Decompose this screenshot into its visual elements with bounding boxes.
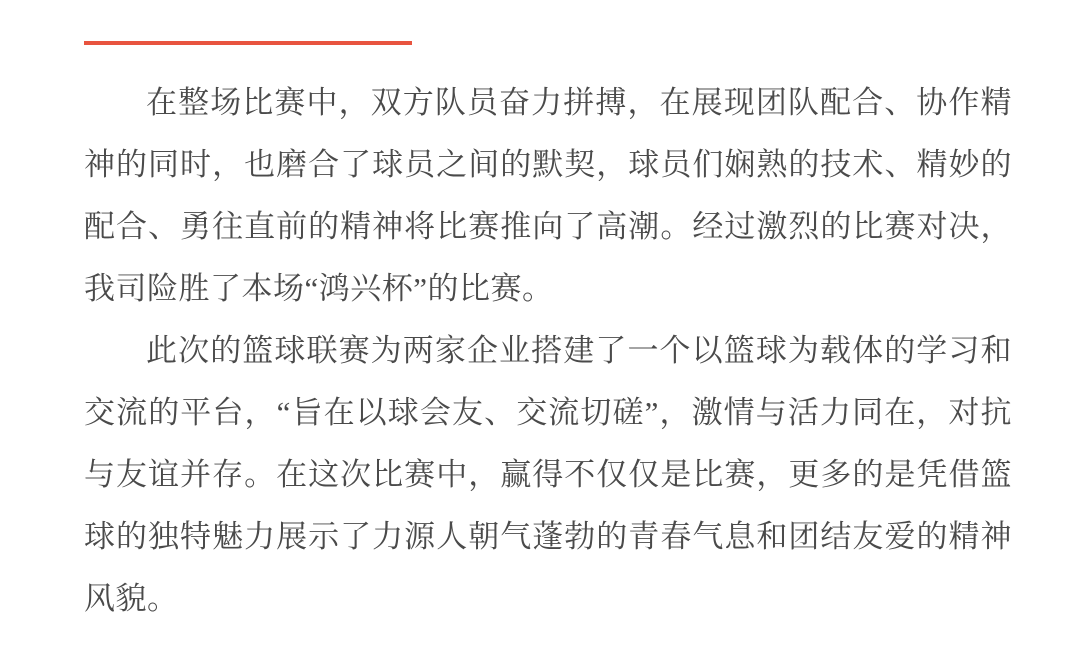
paragraph-2: 此次的篮球联赛为两家企业搭建了一个以篮球为载体的学习和交流的平台，“旨在以球会友、交流切磋”，激情与活力同在，对抗与友谊并存。在这次比赛中，赢得不仅仅是比赛，更多的是凭借篮球的独特魅力展示了力源人朝气蓬勃的青春气息和团结友爱的精神风貌。	[84, 333, 1012, 616]
article-body	[84, 72, 1012, 630]
paragraph-1: 在整场比赛中，双方队员奋力拼搏，在展现团队配合、协作精神的同时，也磨合了球员之间的默契，球员们娴熟的技术、精妙的配合、勇往直前的精神将比赛推向了高潮。经过激烈的比赛对决，我司险胜了本场“鸿兴杯”的比赛。	[84, 85, 1012, 306]
accent-divider	[84, 41, 412, 45]
